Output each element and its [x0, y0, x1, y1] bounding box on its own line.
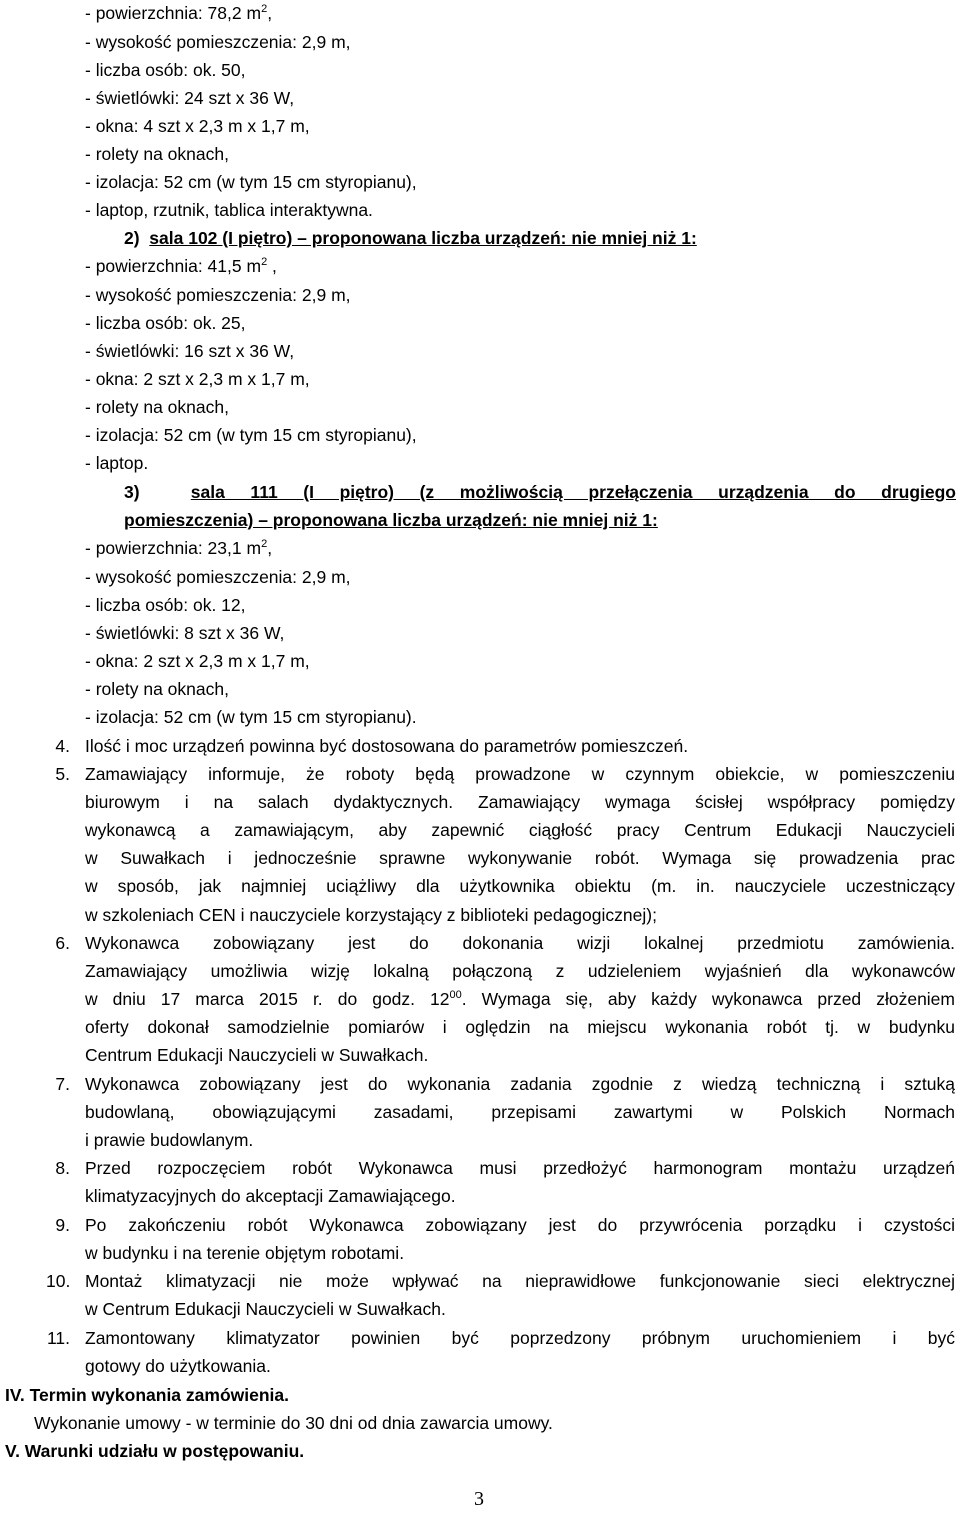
room3-item: - świetlówki: 8 szt x 36 W,	[85, 623, 285, 643]
room1-item: - okna: 4 szt x 2,3 m x 1,7 m,	[85, 116, 310, 136]
page-number: 3	[474, 1488, 484, 1510]
point-5-line: biurowym i na salach dydaktycznych. Zamawiający wymaga ścisłej współpracy pomiędzy	[85, 792, 955, 812]
room1-item: - świetlówki: 24 szt x 36 W,	[85, 88, 295, 108]
point-number: 11.	[46, 1328, 70, 1348]
point-7-line: budowlaną, obowiązującymi zasadami, przepisami zawartymi w Polskich Normach	[85, 1102, 955, 1122]
room1-item: - powierzchnia: 78,2 $m^2$,	[85, 3, 273, 23]
point-6-line: Centrum Edukacji Nauczycieli w Suwałkach.	[85, 1045, 429, 1065]
room2-item: - rolety na oknach,	[85, 397, 229, 417]
point-5-line: w sposób, jak najmniej uciążliwy dla użytkownika obiektu (m. in. nauczyciele uczestniczący	[85, 876, 955, 896]
point-number: 6.	[55, 933, 70, 953]
room2-item: - okna: 2 szt x 2,3 m x 1,7 m,	[85, 369, 310, 389]
point-7-line: Wykonawca zobowiązany jest do wykonania zadania zgodnie z wiedzą techniczną i sztuką	[85, 1074, 955, 1094]
point-5-line: wykonawcą a zamawiającym, aby zapewnić ciągłość pracy Centrum Edukacji Nauczycieli	[85, 820, 955, 840]
point-number: 4.	[55, 736, 70, 756]
room3-heading-line1: sala 111 (I piętro) (z możliwością przełączenia urządzenia do drugiego	[190, 482, 956, 502]
section-5-title: V. Warunki udziału w postępowaniu.	[5, 1441, 305, 1461]
room3-item: - liczba osób: ok. 12,	[85, 595, 246, 615]
point-number: 9.	[55, 1215, 70, 1235]
point-9-line: w budynku i na terenie objętym robotami.	[85, 1243, 405, 1263]
room1-item: - rolety na oknach,	[85, 144, 229, 164]
point-6-line: Wykonawca zobowiązany jest do dokonania wizji lokalnej przedmiotu zamówienia.	[85, 933, 955, 953]
room2-item: - powierzchnia: 41,5 $m^2$ ,	[85, 256, 277, 276]
room1-item: - liczba osób: ok. 50,	[85, 60, 246, 80]
section-4-body: Wykonanie umowy - w terminie do 30 dni od dnia zawarcia umowy.	[34, 1413, 553, 1433]
room3-item: - rolety na oknach,	[85, 679, 229, 699]
point-8-line: Przed rozpoczęciem robót Wykonawca musi przedłożyć harmonogram montażu urządzeń	[85, 1158, 955, 1178]
point-10-line: w Centrum Edukacji Nauczycieli w Suwałkach.	[85, 1299, 446, 1319]
room3-item: - okna: 2 szt x 2,3 m x 1,7 m,	[85, 651, 310, 671]
room1-item: - laptop, rzutnik, tablica interaktywna.	[85, 200, 373, 220]
point-9-line: Po zakończeniu robót Wykonawca zobowiązany jest do przywrócenia porządku i czystości	[85, 1215, 955, 1235]
room1-item: - wysokość pomieszczenia: 2,9 m,	[85, 32, 351, 52]
point-number: 10.	[46, 1271, 71, 1291]
room3-item: - powierzchnia: 23,1 $m^2$,	[85, 538, 273, 558]
room3-heading-number: 3)	[124, 482, 140, 502]
section-4-title: IV. Termin wykonania zamówienia.	[5, 1385, 289, 1405]
room2-heading-number: 2)	[124, 228, 140, 248]
point-6-line: Zamawiający umożliwia wizję lokalną połączoną z udzieleniem wyjaśnień dla wykonawców	[85, 961, 955, 981]
point-5-line: Zamawiający informuje, że roboty będą prowadzone w czynnym obiekcie, w pomieszczeniu	[85, 764, 955, 784]
point-number: 5.	[55, 764, 70, 784]
room1-item: - izolacja: 52 cm (w tym 15 cm styropianu),	[85, 172, 417, 192]
room2-heading-text: sala 102 (I piętro) – proponowana liczba urządzeń: nie mniej niż 1:	[149, 228, 697, 248]
point-11-line: gotowy do użytkowania.	[85, 1356, 271, 1376]
point-5-line: w Suwałkach i jednocześnie sprawne wykonywanie robót. Wymaga się prowadzenia prac	[85, 848, 955, 868]
point-10-line: Montaż klimatyzacji nie może wpływać na nieprawidłowe funkcjonowanie sieci elektrycznej	[85, 1271, 955, 1291]
room3-heading-line2: pomieszczenia) – proponowana liczba urządzeń: nie mniej niż 1:	[124, 510, 658, 530]
room3-item: - wysokość pomieszczenia: 2,9 m,	[85, 567, 351, 587]
point-5-line: w szkoleniach CEN i nauczyciele korzystający z biblioteki pedagogicznej);	[85, 905, 657, 925]
room3-heading	[124, 481, 956, 503]
room2-item: - wysokość pomieszczenia: 2,9 m,	[85, 285, 351, 305]
room2-item: - świetlówki: 16 szt x 36 W,	[85, 341, 295, 361]
point-6-line: w dniu 17 marca 2015 r. do godz. $12^{00}$. Wymaga się, aby każdy wykonawca przed złożeniem	[85, 989, 955, 1009]
point-number: 8.	[55, 1158, 70, 1178]
point-number: 7.	[55, 1074, 70, 1094]
room2-item: - laptop.	[85, 453, 149, 473]
point-11-line: Zamontowany klimatyzator powinien być poprzedzony próbnym uruchomieniem i być	[85, 1328, 955, 1348]
point-7-line: i prawie budowlanym.	[85, 1130, 254, 1150]
room3-item: - izolacja: 52 cm (w tym 15 cm styropianu).	[85, 707, 417, 727]
point-6-line: oferty dokonał samodzielnie pomiarów i oględzin na miejscu wykonania robót tj. w budynku	[85, 1017, 955, 1037]
room2-heading	[124, 227, 697, 249]
point-4-text: Ilość i moc urządzeń powinna być dostosowana do parametrów pomieszczeń.	[85, 736, 689, 756]
room2-item: - izolacja: 52 cm (w tym 15 cm styropianu),	[85, 425, 417, 445]
point-8-line: klimatyzacyjnych do akceptacji Zamawiającego.	[85, 1186, 456, 1206]
room2-item: - liczba osób: ok. 25,	[85, 313, 246, 333]
